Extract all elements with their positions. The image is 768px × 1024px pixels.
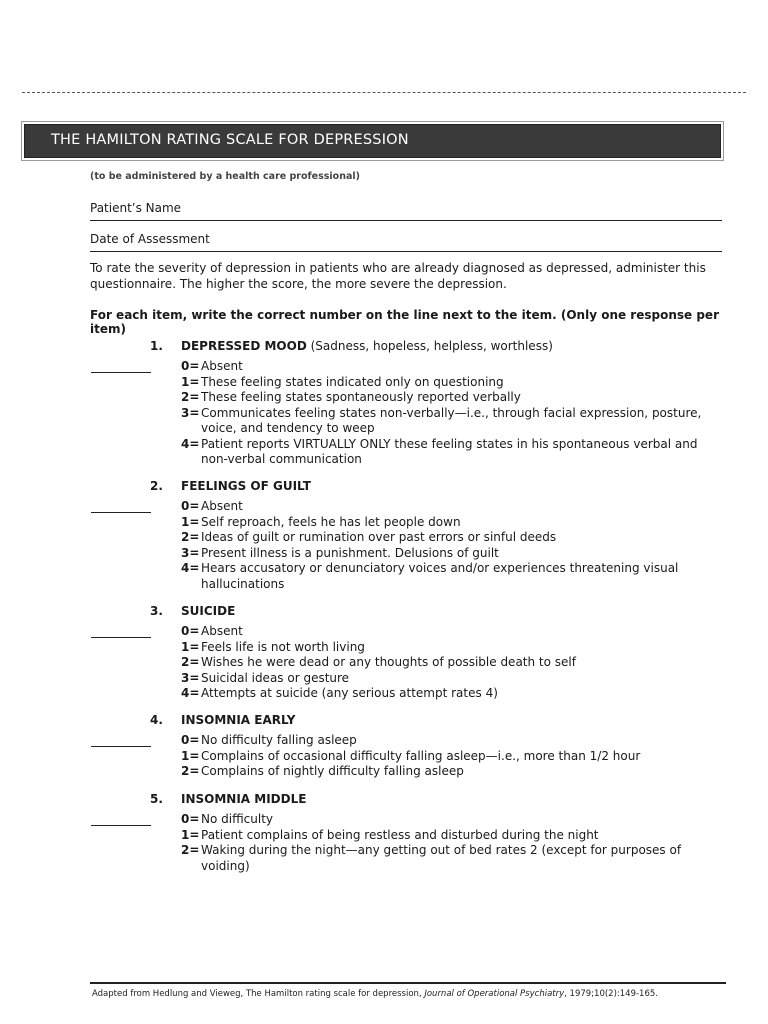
option-score: 0= [181, 359, 200, 373]
item-heading [181, 339, 553, 353]
item-subtitle: (Sadness, hopeless, helpless, worthless) [306, 339, 553, 353]
option-text: Complains of occasional difficulty falling asleep—i.e., more than 1/2 hour [201, 748, 641, 763]
option-text: Absent [201, 499, 243, 513]
option-row [181, 359, 726, 375]
item-title: INSOMNIA MIDDLE [181, 792, 307, 806]
patient-name-field[interactable] [90, 198, 722, 221]
page-title: THE HAMILTON RATING SCALE FOR DEPRESSION [51, 132, 409, 148]
score-entry-line[interactable] [91, 372, 151, 373]
option-row [181, 624, 726, 640]
item-number: 4. [150, 713, 163, 727]
option-score: 0= [181, 733, 200, 747]
option-text: Hears accusatory or denunciatory voices and/or experiences threatening visual hallucinations [201, 561, 679, 591]
administration-note: (to be administered by a health care professional) [90, 171, 360, 182]
option-text: Communicates feeling states non-verbally—i.e., through facial expression, posture, voice, and tendency to weep [201, 405, 702, 435]
option-text: These feeling states spontaneously reported verbally [201, 390, 521, 404]
option-row [181, 406, 726, 437]
option-text: Feels life is not worth living [201, 639, 365, 654]
patient-name-label: Patient’s Name [90, 201, 182, 215]
option-score: 0= [181, 499, 200, 513]
item-heading [181, 479, 311, 493]
date-of-assessment-field[interactable] [90, 229, 722, 252]
score-entry-line[interactable] [91, 637, 151, 638]
option-score: 2= [181, 843, 200, 857]
item-number: 3. [150, 604, 163, 618]
title-bar [24, 124, 721, 158]
option-score: 3= [181, 405, 200, 420]
option-text: Present illness is a punishment. Delusions of guilt [201, 545, 499, 560]
option-row [181, 499, 726, 515]
item-number: 2. [150, 479, 163, 493]
option-score: 3= [181, 670, 200, 685]
option-row [181, 561, 726, 592]
score-entry-line[interactable] [91, 746, 151, 747]
option-row [181, 530, 726, 546]
option-score: 1= [181, 639, 200, 654]
option-text: Suicidal ideas or gesture [201, 670, 350, 685]
option-score: 1= [181, 827, 200, 842]
option-row [181, 437, 726, 468]
option-text: Absent [201, 359, 243, 373]
option-score: 0= [181, 812, 200, 826]
option-score: 1= [181, 514, 200, 529]
instruction-text: For each item, write the correct number on the line next to the item. (Only one response per item) [90, 308, 719, 336]
option-row [181, 671, 726, 687]
option-row [181, 812, 726, 828]
option-score: 2= [181, 655, 200, 669]
citation-journal: Journal of Operational Psychiatry [424, 989, 565, 999]
option-row [181, 640, 726, 656]
option-text: Wishes he were dead or any thoughts of possible death to self [201, 655, 576, 669]
option-row [181, 546, 726, 562]
option-row [181, 390, 726, 406]
score-entry-line[interactable] [91, 825, 151, 826]
option-row [181, 733, 726, 749]
item-title: SUICIDE [181, 604, 236, 618]
intro-paragraph: To rate the severity of depression in patients who are already diagnosed as depressed, administer this questionnaire. The higher the score, the more severe the depression. [90, 261, 706, 291]
option-score: 4= [181, 686, 200, 700]
option-score: 4= [181, 436, 200, 451]
option-score: 3= [181, 545, 200, 560]
option-row [181, 375, 726, 391]
option-text: These feeling states indicated only on questioning [201, 374, 504, 389]
item-title: FEELINGS OF GUILT [181, 479, 311, 493]
score-entry-line[interactable] [91, 512, 151, 513]
option-row [181, 749, 726, 765]
item-options [181, 624, 726, 702]
option-text: Patient reports VIRTUALLY ONLY these feeling states in his spontaneous verbal and non-verbal communication [201, 436, 698, 466]
option-text: Waking during the night—any getting out of bed rates 2 (except for purposes of voiding) [201, 843, 682, 873]
option-score: 2= [181, 390, 200, 404]
option-score: 2= [181, 764, 200, 778]
citation-suffix: , 1979;10(2):149-165. [564, 989, 658, 999]
option-text: Absent [201, 624, 243, 638]
option-text: Ideas of guilt or rumination over past errors or sinful deeds [201, 530, 557, 544]
item-options [181, 733, 726, 780]
option-text: Self reproach, feels he has let people down [201, 514, 461, 529]
option-text: No difficulty [201, 812, 274, 826]
option-row [181, 764, 726, 780]
item-number: 1. [150, 339, 163, 353]
page-cut-line [22, 92, 746, 93]
option-row [181, 655, 726, 671]
option-score: 4= [181, 561, 200, 575]
item-heading [181, 713, 295, 727]
option-text: Attempts at suicide (any serious attempt rates 4) [201, 686, 498, 700]
item-options [181, 812, 726, 874]
citation-prefix: Adapted from Hedlung and Vieweg, The Hamilton rating scale for depression, [92, 989, 425, 999]
date-of-assessment-label: Date of Assessment [90, 232, 210, 246]
option-row [181, 828, 726, 844]
option-score: 1= [181, 748, 200, 763]
item-heading [181, 792, 306, 806]
option-row [181, 843, 726, 874]
option-score: 2= [181, 530, 200, 544]
item-title: INSOMNIA EARLY [181, 713, 296, 727]
option-row [181, 686, 726, 702]
item-number: 5. [150, 792, 163, 806]
item-options [181, 499, 726, 592]
option-row [181, 515, 726, 531]
item-options [181, 359, 726, 468]
item-heading [181, 604, 235, 618]
option-text: Patient complains of being restless and disturbed during the night [201, 827, 599, 842]
item-title: DEPRESSED MOOD [181, 339, 307, 353]
option-score: 0= [181, 624, 200, 638]
footer-citation [92, 989, 658, 999]
option-text: No difficulty falling asleep [201, 733, 357, 747]
option-text: Complains of nightly difficulty falling asleep [201, 764, 464, 778]
option-score: 1= [181, 374, 200, 389]
footer-rule [90, 982, 726, 984]
